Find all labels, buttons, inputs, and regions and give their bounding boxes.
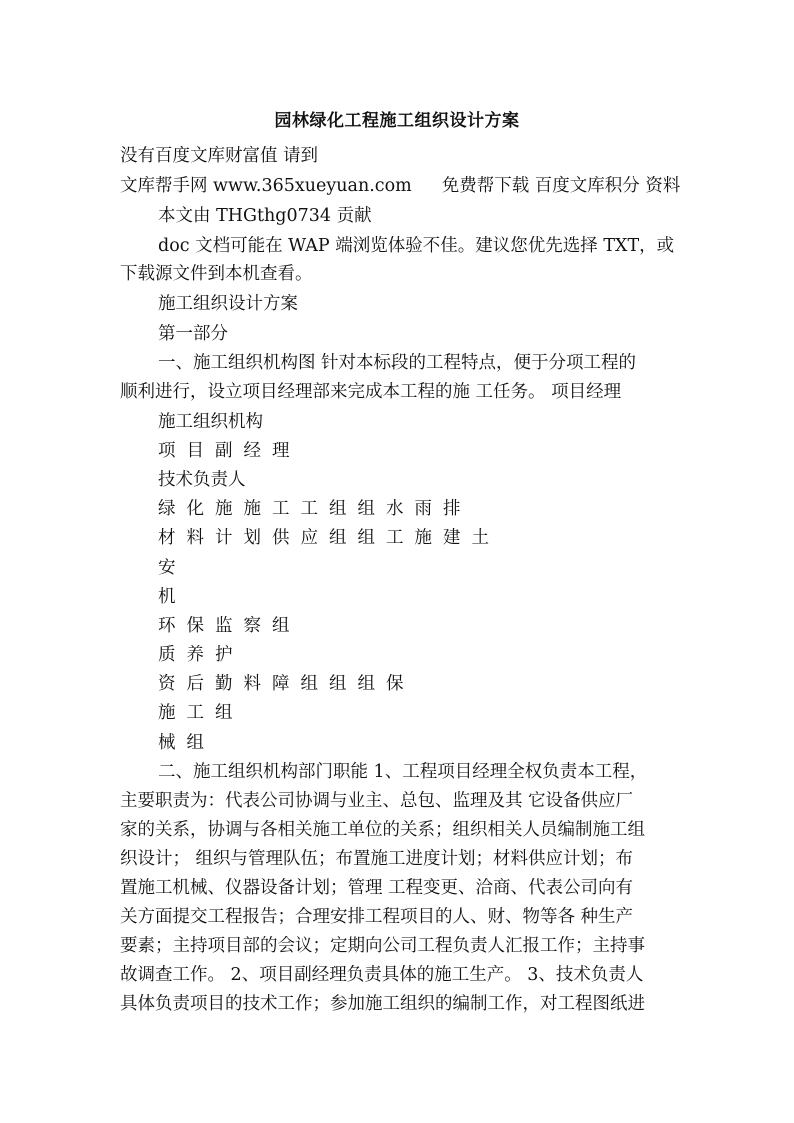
para1-line-1: 一、施工组织机构图 针对本标段的工程特点，便于分项工程的 [158,353,637,373]
notice-line-1: doc 文档可能在 WAP 端浏览体验不佳。建议您优先选择 TXT，或 [158,236,675,256]
notice-line-2: 下载源文件到本机查看。 [120,264,313,284]
org-line-6: 安 [158,558,176,578]
para2-line-4: 织设计； 组织与管理队伍；布置施工进度计划；材料供应计划；布 [120,849,634,869]
contributor-line: 本文由 THGthg0734 贡献 [158,206,372,226]
org-line-1: 施工组织机构 [158,412,263,432]
para2-line-5: 置施工机械、仪器设备计划；管理 工程变更、洽商、代表公司向有 [120,878,634,898]
org-line-3: 技术负责人 [158,470,246,490]
org-line-11: 施工组 [158,703,244,723]
section-heading: 施工组织设计方案 [158,294,298,314]
para1-line-2: 顺利进行，设立项目经理部来完成本工程的施 工任务。 项目经理 [120,382,622,402]
org-line-9: 质养护 [158,645,244,665]
para2-line-6: 关方面提交工程报告；合理安排工程项目的人、财、物等各 种生产 [120,907,634,927]
org-line-7: 机 [158,587,176,607]
part-heading: 第一部分 [158,324,228,344]
para2-line-8: 故调查工作。 2、项目副经理负责具体的施工生产。 3、技术负责人 [120,965,644,985]
org-line-8: 环保监察组 [158,616,301,636]
para2-line-3: 家的关系，协调与各相关施工单位的关系；组织相关人员编制施工组 [120,820,645,840]
intro-line-2a: 文库帮手网 www.365xueyuan.com [120,176,412,196]
para2-line-1: 二、施工组织机构部门职能 1、工程项目经理全权负责本工程， [158,762,648,782]
intro-line-1: 没有百度文库财富值 请到 [120,146,319,166]
org-line-5: 材料计划供应组组工施建土 [158,528,500,548]
para2-line-2: 主要职责为：代表公司协调与业主、总包、监理及其 它设备供应厂 [120,791,634,811]
org-line-4: 绿化施施工工组组水雨排 [158,499,472,519]
para2-line-7: 要素；主持项目部的会议；定期向公司工程负责人汇报工作；主持事 [120,936,645,956]
org-line-12: 械组 [158,733,215,753]
para2-line-9: 具体负责项目的技术工作；参加施工组织的编制工作，对工程图纸进 [120,994,645,1014]
org-line-10: 资后勤料障组组组保 [158,674,415,694]
document-title: 园林绿化工程施工组织设计方案 [274,111,520,131]
org-line-2: 项目副经理 [158,441,301,461]
intro-line-2b: 免费帮下载 百度文库积分 资料 [441,176,681,196]
intro-line-2 [120,174,690,198]
